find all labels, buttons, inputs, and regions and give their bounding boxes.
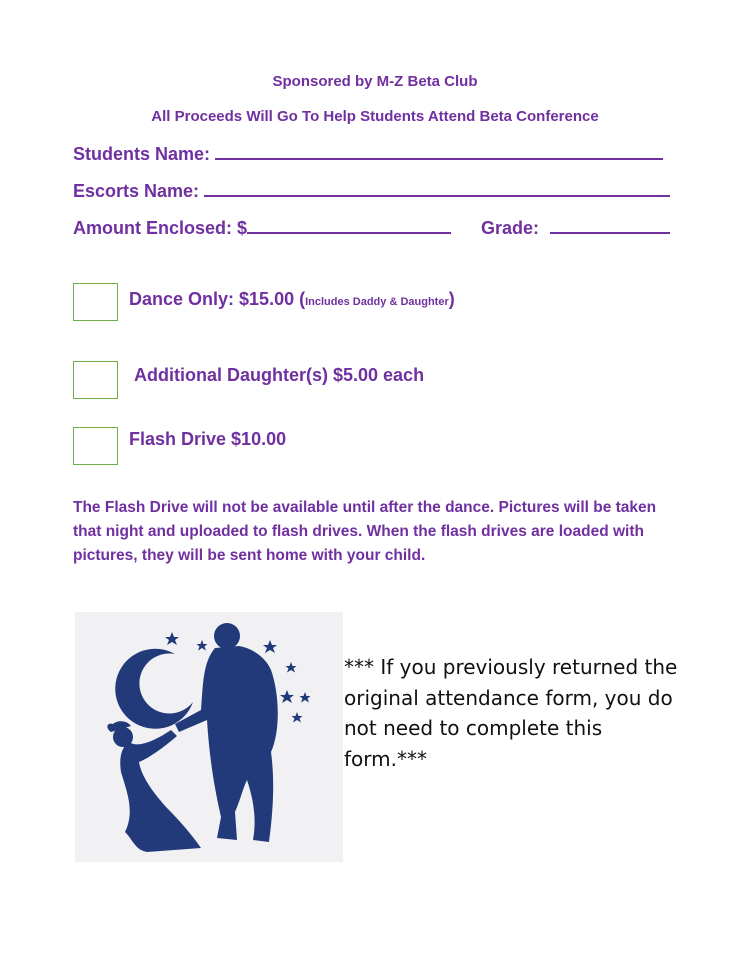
grade-field <box>481 218 670 239</box>
additional-daughter-checkbox[interactable] <box>73 361 118 399</box>
student-name-blank[interactable] <box>215 144 663 160</box>
flash-drive-info: The Flash Drive will not be available until after the dance. Pictures will be taken that night and uploaded to flash drives. When the flash drives are loaded with pictures, they will be sent home with your child. <box>73 499 657 564</box>
amount-label: Amount Enclosed: $ <box>73 218 248 238</box>
sponsor-line: Sponsored by M-Z Beta Club <box>272 73 478 90</box>
dance-only-label: Dance Only: $15.00 ( <box>129 289 306 309</box>
escort-name-blank[interactable] <box>204 181 670 197</box>
flash-drive-checkbox[interactable] <box>73 427 118 465</box>
dance-only-close: ) <box>448 289 455 309</box>
escort-name-label: Escorts Name: <box>73 181 200 201</box>
grade-label: Grade: <box>481 218 540 238</box>
additional-daughter-label: Additional Daughter(s) $5.00 each <box>134 365 425 385</box>
student-name-field <box>73 144 663 165</box>
attendance-notice: *** If you previously returned the original attendance form, you do not need to complete this form.*** <box>344 655 678 771</box>
flash-drive-label: Flash Drive $10.00 <box>129 429 287 449</box>
amount-field <box>73 218 451 239</box>
grade-blank[interactable] <box>550 218 670 234</box>
dancing-couple-moon-stars-icon <box>75 612 343 862</box>
escort-name-field <box>73 181 670 202</box>
dance-only-note: Includes Daddy & Daughter <box>305 296 449 308</box>
student-name-label: Students Name: <box>73 144 211 164</box>
proceeds-line: All Proceeds Will Go To Help Students Attend Beta Conference <box>151 108 599 125</box>
dancing-couple-illustration <box>75 612 343 862</box>
dance-only-checkbox[interactable] <box>73 283 118 321</box>
dance-only-option <box>129 289 455 310</box>
amount-blank[interactable] <box>247 218 451 234</box>
